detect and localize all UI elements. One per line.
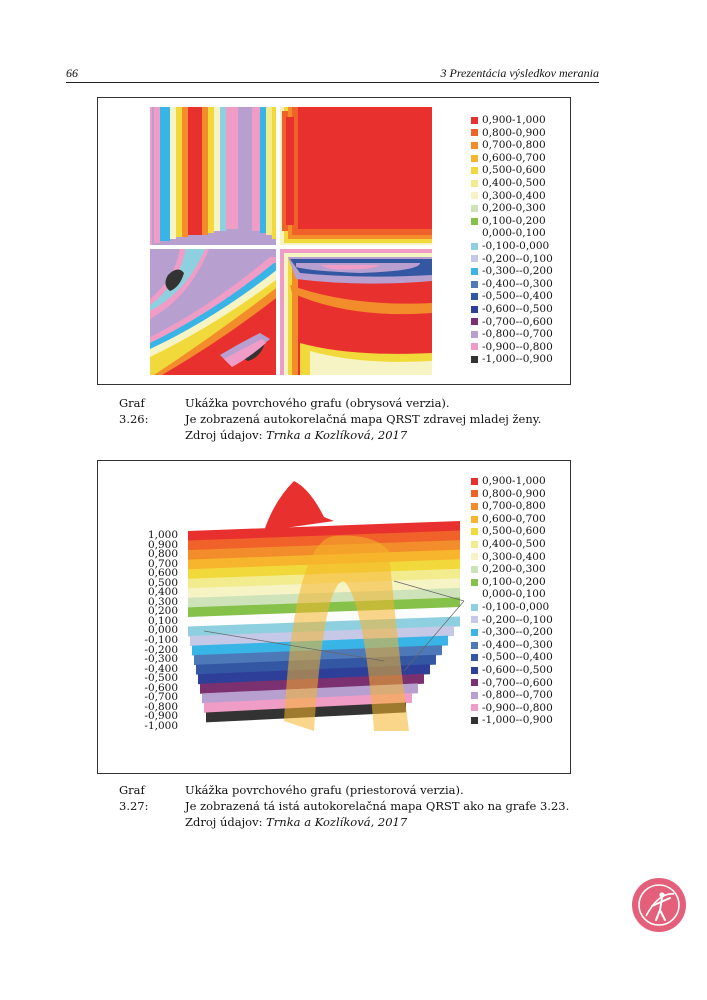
legend-label: 0,700-0,800 bbox=[482, 500, 546, 513]
legend-swatch bbox=[471, 566, 478, 573]
caption-label: Graf 3.26: bbox=[119, 396, 149, 426]
legend-item bbox=[471, 227, 553, 240]
legend-swatch bbox=[471, 268, 478, 275]
header-rule bbox=[66, 82, 599, 83]
legend-item bbox=[471, 551, 553, 564]
y-tick-label: -0,500 bbox=[144, 672, 178, 685]
legend-item bbox=[471, 114, 553, 127]
legend-item bbox=[471, 639, 553, 652]
y-tick-label: 0,300 bbox=[147, 595, 178, 608]
legend-label: 0,200-0,300 bbox=[482, 202, 546, 215]
legend-item bbox=[471, 253, 553, 266]
y-tick-label: 1,000 bbox=[147, 529, 178, 541]
legend-item bbox=[471, 651, 553, 664]
caption-line-2: Je zobrazená tá istá autokorelačná mapa QRST ako na grafe 3.23. bbox=[185, 799, 570, 813]
running-header bbox=[66, 66, 599, 82]
legend-swatch bbox=[471, 579, 478, 586]
legend-item bbox=[471, 588, 553, 601]
legend-label: -0,400--0,300 bbox=[482, 638, 553, 651]
legend-item bbox=[471, 164, 553, 177]
source-citation: Trnka a Kozlíková, 2017 bbox=[266, 815, 408, 829]
legend-label: 0,200-0,300 bbox=[482, 563, 546, 576]
y-tick-label: 0,500 bbox=[147, 576, 178, 589]
source-citation: Trnka a Kozlíková, 2017 bbox=[266, 428, 408, 442]
legend-label: -0,100-0,000 bbox=[482, 239, 550, 252]
legend-swatch bbox=[471, 516, 478, 523]
caption-line-1: Ukážka povrchového grafu (priestorová verzia). bbox=[185, 783, 464, 797]
legend-swatch bbox=[471, 654, 478, 661]
legend-item bbox=[471, 702, 553, 715]
y-tick-label: -0,300 bbox=[144, 653, 178, 666]
legend-swatch bbox=[471, 679, 478, 686]
legend-item bbox=[471, 714, 553, 727]
legend-item bbox=[471, 525, 553, 538]
legend-item bbox=[471, 689, 553, 702]
legend-swatch bbox=[471, 243, 478, 250]
bottom-left-region bbox=[150, 247, 280, 375]
legend-swatch bbox=[471, 717, 478, 724]
legend-label: -0,200--0,100 bbox=[482, 252, 553, 265]
y-tick-label: 0,900 bbox=[147, 538, 178, 551]
legend-label: -0,900--0,800 bbox=[482, 701, 553, 714]
y-axis-ticks bbox=[142, 531, 178, 731]
legend-label: -0,800--0,700 bbox=[482, 328, 553, 341]
y-tick-label: 0,000 bbox=[147, 624, 178, 637]
legend-label: 0,900-1,000 bbox=[482, 475, 546, 487]
surface-chart-frame bbox=[97, 460, 571, 774]
legend-item bbox=[471, 563, 553, 576]
legend-item bbox=[471, 127, 553, 140]
legend-swatch bbox=[471, 356, 478, 363]
legend-item bbox=[471, 265, 553, 278]
bottom-right-region bbox=[280, 247, 432, 375]
legend-label: 0,400-0,500 bbox=[482, 537, 546, 550]
legend-label: -0,300--0,200 bbox=[482, 265, 553, 278]
vertical-separator bbox=[276, 107, 280, 375]
legend-swatch bbox=[471, 180, 478, 187]
legend-item bbox=[471, 190, 553, 203]
legend-item bbox=[471, 177, 553, 190]
caption-source bbox=[185, 427, 541, 443]
legend-label: -0,600--0,500 bbox=[482, 302, 553, 315]
legend-swatch bbox=[471, 331, 478, 338]
chapter-title: 3 Prezentácia výsledkov merania bbox=[440, 66, 599, 80]
legend-swatch bbox=[471, 490, 478, 497]
legend-swatch bbox=[471, 553, 478, 560]
y-tick-label: -0,400 bbox=[144, 662, 178, 675]
legend-swatch bbox=[471, 642, 478, 649]
legend-label: 0,500-0,600 bbox=[482, 525, 546, 538]
y-tick-label: -0,200 bbox=[144, 643, 178, 656]
legend-label: 0,000-0,100 bbox=[482, 588, 546, 601]
legend-swatch bbox=[471, 541, 478, 548]
legend-swatch bbox=[471, 629, 478, 636]
legend-label: -0,900--0,800 bbox=[482, 340, 553, 353]
legend-item bbox=[471, 278, 553, 291]
legend-label: 0,800-0,900 bbox=[482, 487, 546, 500]
legend-item bbox=[471, 316, 553, 329]
legend-item bbox=[471, 500, 553, 513]
horizontal-separator bbox=[150, 245, 432, 249]
legend-item bbox=[471, 513, 553, 526]
top-left-region bbox=[150, 107, 280, 247]
legend-label: 0,100-0,200 bbox=[482, 214, 546, 227]
source-prefix: Zdroj údajov: bbox=[185, 428, 267, 442]
legend-swatch bbox=[471, 205, 478, 212]
legend-swatch bbox=[471, 230, 478, 237]
legend-label: -0,100-0,000 bbox=[482, 600, 550, 613]
legend-swatch bbox=[471, 255, 478, 262]
legend-item bbox=[471, 341, 553, 354]
legend-item bbox=[471, 152, 553, 165]
legend-item bbox=[471, 488, 553, 501]
top-right-region bbox=[280, 107, 432, 247]
archer-logo-icon bbox=[632, 878, 686, 932]
legend-swatch bbox=[471, 192, 478, 199]
source-prefix: Zdroj údajov: bbox=[185, 815, 267, 829]
legend-item bbox=[471, 328, 553, 341]
y-tick-label: 0,700 bbox=[147, 557, 178, 570]
legend-label: 0,300-0,400 bbox=[482, 550, 546, 563]
legend-item bbox=[471, 353, 553, 366]
y-tick-label: 0,600 bbox=[147, 567, 178, 580]
legend-swatch bbox=[471, 306, 478, 313]
contour-legend bbox=[471, 114, 553, 366]
legend-label: 0,100-0,200 bbox=[482, 575, 546, 588]
legend-swatch bbox=[471, 142, 478, 149]
legend-label: -0,700--0,600 bbox=[482, 315, 553, 328]
legend-swatch bbox=[471, 281, 478, 288]
y-tick-label: -1,000 bbox=[144, 719, 178, 732]
caption-source bbox=[185, 814, 569, 830]
y-tick-label: -0,800 bbox=[144, 700, 178, 713]
legend-label: -1,000--0,900 bbox=[482, 714, 553, 727]
page-number: 66 bbox=[66, 66, 78, 80]
legend-swatch bbox=[471, 616, 478, 623]
legend-swatch bbox=[471, 318, 478, 325]
legend-item bbox=[471, 290, 553, 303]
legend-swatch bbox=[471, 692, 478, 699]
legend-swatch bbox=[471, 167, 478, 174]
surface-3d-chart bbox=[184, 481, 474, 751]
surface-back-peak bbox=[264, 481, 334, 531]
legend-item bbox=[471, 475, 553, 488]
legend-item bbox=[471, 576, 553, 589]
caption-text bbox=[185, 782, 569, 830]
legend-item bbox=[471, 215, 553, 228]
legend-item bbox=[471, 139, 553, 152]
legend-label: -0,500--0,400 bbox=[482, 651, 553, 664]
legend-swatch bbox=[471, 667, 478, 674]
legend-label: 0,300-0,400 bbox=[482, 189, 546, 202]
legend-swatch bbox=[471, 155, 478, 162]
legend-label: -0,300--0,200 bbox=[482, 626, 553, 639]
surface-legend bbox=[471, 475, 553, 727]
caption-line-2: Je zobrazená autokorelačná mapa QRST zdravej mladej ženy. bbox=[185, 412, 542, 426]
legend-swatch bbox=[471, 478, 478, 485]
caption-text bbox=[185, 395, 541, 443]
legend-label: -0,500--0,400 bbox=[482, 290, 553, 303]
legend-label: 0,700-0,800 bbox=[482, 139, 546, 152]
legend-label: 0,400-0,500 bbox=[482, 176, 546, 189]
legend-swatch bbox=[471, 218, 478, 225]
legend-swatch bbox=[471, 704, 478, 711]
legend-label: -0,400--0,300 bbox=[482, 277, 553, 290]
legend-label: 0,900-1,000 bbox=[482, 114, 546, 126]
legend-item bbox=[471, 303, 553, 316]
legend-item bbox=[471, 538, 553, 551]
legend-item bbox=[471, 677, 553, 690]
legend-item bbox=[471, 664, 553, 677]
legend-item bbox=[471, 601, 553, 614]
legend-label: 0,000-0,100 bbox=[482, 227, 546, 240]
legend-swatch bbox=[471, 117, 478, 124]
legend-swatch bbox=[471, 591, 478, 598]
y-tick-label: -0,600 bbox=[144, 681, 178, 694]
legend-label: 0,600-0,700 bbox=[482, 512, 546, 525]
legend-label: -0,600--0,500 bbox=[482, 663, 553, 676]
legend-swatch bbox=[471, 129, 478, 136]
y-tick-label: -0,700 bbox=[144, 691, 178, 704]
legend-label: -0,200--0,100 bbox=[482, 613, 553, 626]
y-tick-label: 0,200 bbox=[147, 605, 178, 618]
legend-swatch bbox=[471, 503, 478, 510]
legend-item bbox=[471, 614, 553, 627]
legend-item bbox=[471, 202, 553, 215]
legend-item bbox=[471, 240, 553, 253]
y-tick-label: 0,100 bbox=[147, 614, 178, 627]
legend-label: -0,700--0,600 bbox=[482, 676, 553, 689]
legend-item bbox=[471, 626, 553, 639]
contour-chart-frame bbox=[97, 97, 571, 385]
legend-swatch bbox=[471, 604, 478, 611]
contour-heatmap bbox=[150, 107, 432, 375]
caption-label: Graf 3.27: bbox=[119, 783, 149, 813]
y-tick-label: -0,900 bbox=[144, 710, 178, 723]
y-tick-label: -0,100 bbox=[144, 634, 178, 647]
legend-label: -0,800--0,700 bbox=[482, 689, 553, 702]
y-tick-label: 0,800 bbox=[147, 548, 178, 561]
y-tick-label: 0,400 bbox=[147, 586, 178, 599]
legend-label: -1,000--0,900 bbox=[482, 353, 553, 366]
legend-swatch bbox=[471, 293, 478, 300]
caption-line-1: Ukážka povrchového grafu (obrysová verzia). bbox=[185, 396, 450, 410]
legend-label: 0,600-0,700 bbox=[482, 151, 546, 164]
legend-swatch bbox=[471, 528, 478, 535]
legend-label: 0,800-0,900 bbox=[482, 126, 546, 139]
legend-swatch bbox=[471, 343, 478, 350]
legend-label: 0,500-0,600 bbox=[482, 164, 546, 177]
